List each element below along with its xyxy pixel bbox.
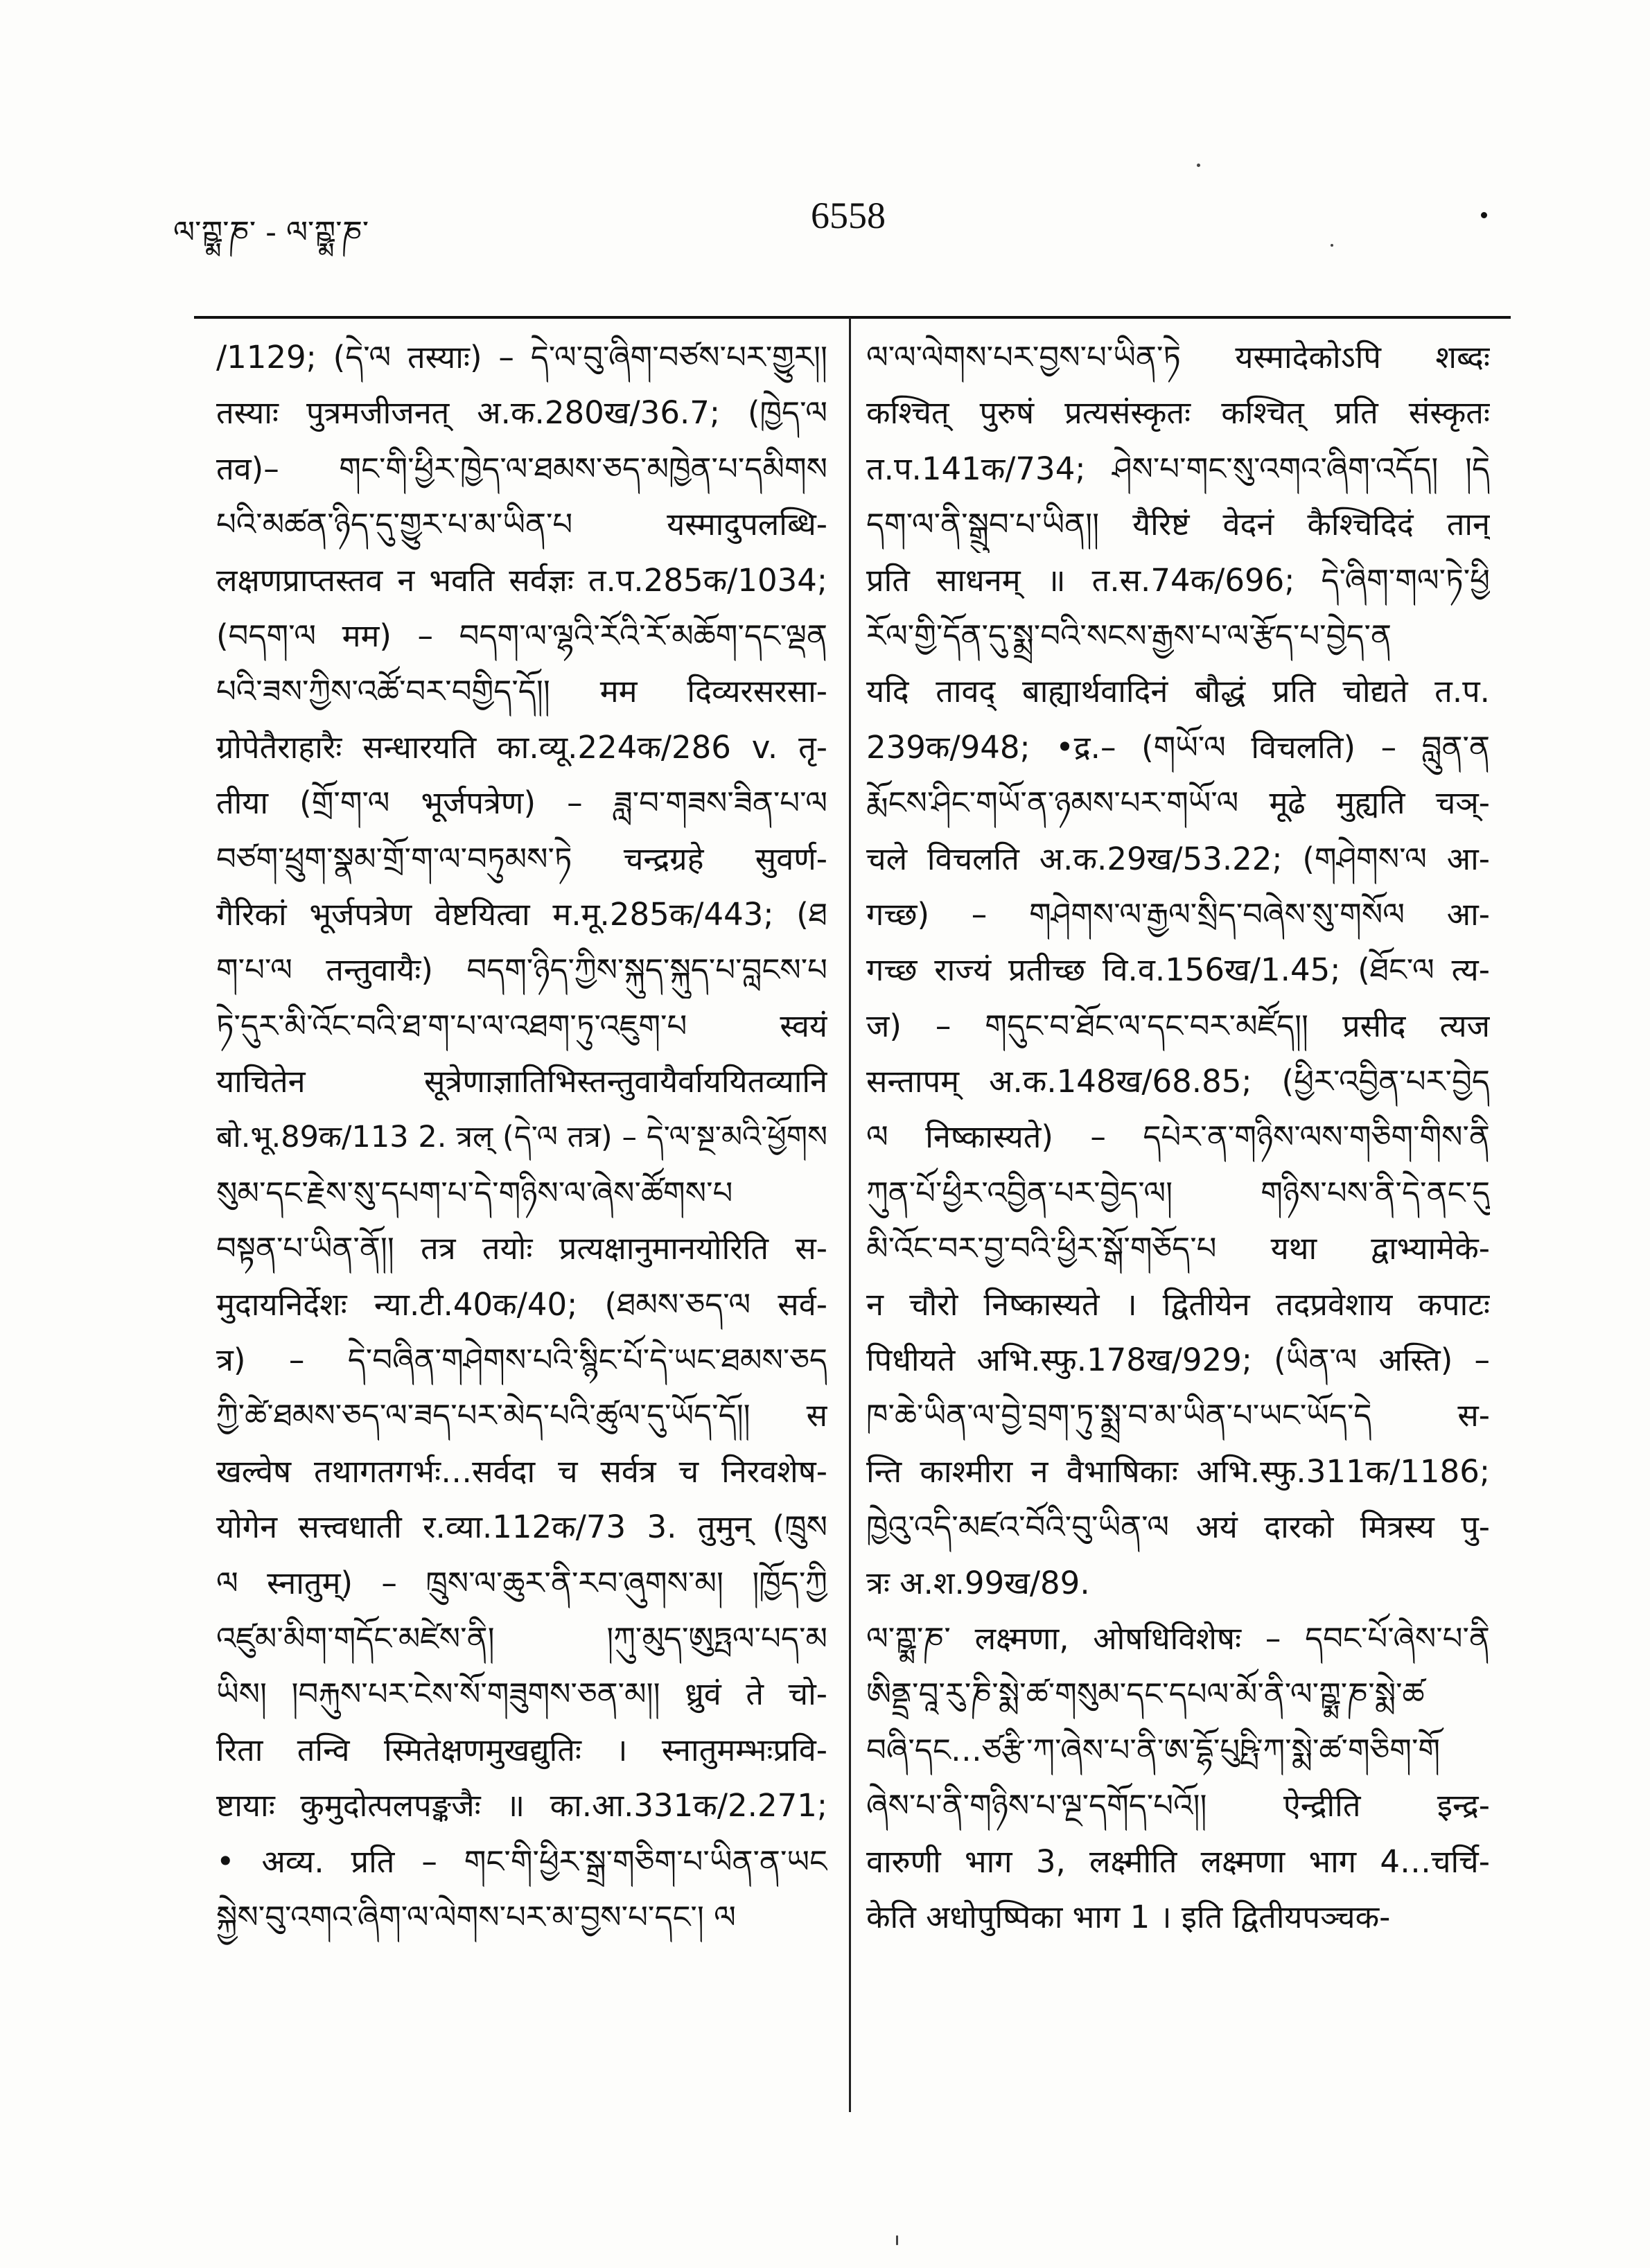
header-dot-mark xyxy=(1481,212,1487,218)
text-line: སུམ་དང་རྗེས་སུ་དཔག་པ་དེ་གཉིས་ལ་ཞེས་ཚོགས་པ xyxy=(216,1174,733,1211)
text-line: ལ་ལ་ལེགས་པར་བྱས་པ་ཡིན་ཏེ यस्मादेकोऽपि शब्दः xyxy=(866,339,1490,376)
text-line: ཁྱེའུ་འདི་མཛའ་བོའི་བུ་ཡིན་ལ अयं दारको मित्रस्य पु- xyxy=(866,1509,1490,1546)
text-line: བསྟན་པ་ཡིན་ནོ།། तत्र तयोः प्रत्यक्षानुमानयोरिति स- xyxy=(216,1230,827,1267)
text-line: केति अधोपुष्पिका भाग 1 । इति द्वितीयपञ्चक- xyxy=(866,1898,1391,1935)
text-line: पिधीयते अभि.स्फु.178ख/929; (ཡིན་ལ अस्ति) – xyxy=(866,1342,1490,1379)
text-line: याचितेन सूत्रेणाज्ञातिभिस्तन्तुवायैर्वाययितव्यानि xyxy=(216,1063,827,1100)
text-line: ལ स्नातुम्) – ཁྲུས་ལ་ཆུར་ནི་རབ་ཞུགས་མ། །ཁྱོད་ཀྱི xyxy=(216,1564,827,1601)
text-line: तव)– གང་གི་ཕྱིར་ཁྱེད་ལ་ཐམས་ཅད་མཁྱེན་པ་དམིགས xyxy=(216,450,827,487)
text-line: ཏེ་དུར་མི་འོང་བའི་ཐ་ག་པ་ལ་འཐག་ཏུ་འཇུག་པ स्वयं xyxy=(216,1007,827,1044)
text-line: वारुणी भाग 3, लक्ष्मीति लक्ष्मणा भाग 4…चर्चि- xyxy=(866,1843,1490,1880)
text-line: खल्वेष तथागतगर्भः…सर्वदा च सर्वत्र च निरवशेष- xyxy=(216,1452,827,1490)
text-line: प्रति साधनम् ॥ त.स.74क/696; དེ་ཞིག་གལ་ཏེ་ཕྱི xyxy=(866,561,1490,599)
text-line: ष्टायाः कुमुदोत्पलपङ्कजैः ॥ का.आ.331क/2.271; xyxy=(216,1787,827,1825)
text-line: कश्चित् पुरुषं प्रत्यसंस्कृतः कश्चित् प्रति संस्कृतः xyxy=(866,394,1490,432)
text-line: ཨིནྡྲ་བཱ་རུ་ཎི་སྨེ་ཚ་གསུམ་དང་དཔལ་མོ་ནི་ལ་ཀྵྨ་ཎ་སྨེ་ཚ xyxy=(866,1676,1425,1713)
scan-speck xyxy=(1331,244,1333,247)
text-line: गैरिकां भूर्जपत्रेण वेष्टयित्वा म.मू.285क/443; (ཐ xyxy=(216,895,827,933)
text-line: 239क/948; •द्र.– (གཡོ་ལ विचलति) – བླུན་ན xyxy=(866,728,1490,766)
text-line: བཙག་ཕྲུག་སྣམ་གྲོ་ག་ལ་བཏུམས་ཏེ चन्द्रग्रहे सुवर्ण- xyxy=(216,840,827,877)
text-line: गच्छ) – གཤེགས་ལ་རྒྱལ་སྲིད་བཞེས་སུ་གསོལ आ- xyxy=(866,895,1490,933)
text-line: त्र) – དེ་བཞིན་གཤེགས་པའི་སྙིང་པོ་དེ་ཡང་ཐམས་ཅད xyxy=(216,1342,827,1379)
text-line: सन्तापम् अ.क.148ख/68.85; (ཕྱིར་འབྱིན་པར་བྱེད xyxy=(866,1063,1490,1100)
text-line: འཛུམ་མིག་གདོང་མཛེས་ནི། །ཀུ་མུད་ཨུཏྤལ་པད་མ xyxy=(216,1619,827,1657)
text-line: རྨོངས་ཤིང་གཡོ་ན་ཉམས་པར་གཡོ་ལ मूढे मुह्यति चञ्- xyxy=(866,784,1490,822)
top-rule xyxy=(194,316,1511,319)
text-line: ཀྱི་ཚེ་ཐམས་ཅད་ལ་ཟད་པར་མེད་པའི་ཚུལ་དུ་ཡོད་དོ།། स xyxy=(216,1397,827,1434)
text-line: ग्रोपेतैराहारैः सन्धारयति का.व्यू.224क/286 v. तृ- xyxy=(216,728,827,766)
text-line: སྐྱེས་བུ་འགའ་ཞིག་ལ་ལེགས་པར་མ་བྱས་པ་དང་། ལ xyxy=(216,1898,736,1935)
text-line: लक्षणप्राप्तस्तव न भवति सर्वज्ञः त.प.285क/1034; xyxy=(216,561,827,599)
text-line: ཡིས། །བརྐུས་པར་ངེས་སོ་གཟུགས་ཅན་མ།། ध्रुवं ते चो- xyxy=(216,1676,827,1713)
text-line: ལ་ཀྵྨ་ཎ་ लक्ष्मणा, ओषधिविशेषः – དབང་པོ་ཞེས་པ་ནི xyxy=(866,1619,1490,1657)
text-line: योगेन सत्त्वधाती र.व्या.112क/73 3. तुमुन् (ཁྲུས xyxy=(216,1509,827,1546)
scan-speck xyxy=(896,2235,898,2245)
text-line: • अव्य. प्रति – གང་གི་ཕྱིར་སྒྲ་གཅིག་པ་ཡིན་ན་ཡང xyxy=(216,1843,827,1880)
text-line: ག་པ་ལ तन्तुवायैः) བདག་ཉིད་ཀྱིས་སྐུད་སྐུད་པ་བླངས་པ xyxy=(216,951,827,989)
scan-speck xyxy=(1197,164,1200,167)
text-line: त.प.141क/734; ཤེས་པ་གང་སུ་འགའ་ཞིག་འདོད། །དེ xyxy=(866,450,1490,487)
text-line: མི་འོང་བར་བྱ་བའི་ཕྱིར་སྒོ་གཅོད་པ यथा द्वाभ्यामेके- xyxy=(866,1230,1490,1267)
running-head: ལ་ཀྵྨ་ཎ་ - ལ་ཀྵྨ་ཎ་ xyxy=(173,215,369,250)
text-line: ཞེས་པ་ནི་གཉིས་པ་ལྔ་དགོད་པའོ།། ऐन्द्रीति इन्द्र- xyxy=(866,1787,1490,1825)
column-divider xyxy=(849,317,851,2112)
text-line: तस्याः पुत्रमजीजनत् अ.क.280ख/36.7; (ཁྱེད་ལ xyxy=(216,394,827,432)
text-line: मुदायनिर्देशः न्या.टी.40क/40; (ཐམས་ཅད་ལ सर्व- xyxy=(216,1285,827,1323)
text-line: रिता तन्वि स्मितेक्षणमुखद्युतिः । स्नातुमम्भःप्रवि- xyxy=(216,1731,827,1768)
text-line: ཁ་ཆེ་ཡིན་ལ་བྱེ་བྲག་ཏུ་སྨྲ་བ་མ་ཡིན་པ་ཡང་ཡོད་དེ स- xyxy=(866,1397,1490,1434)
text-line: /1129; (དེ་ལ तस्याः) – དེ་ལ་བུ་ཞིག་བཙས་པར་གྱུར།། xyxy=(216,339,827,376)
page-number: 6558 xyxy=(811,195,886,236)
text-line: བཞི་དང…ཙརྩི་ཀ་ཞེས་པ་ནི་ཨ་དྷོ་པུཥྤི་ཀ་སྨེ་ཚ་གཅིག་གོ xyxy=(866,1731,1441,1768)
text-line: (བདག་ལ मम) – བདག་ལ་ལྷའི་རོའི་རོ་མཆོག་དང་ལྡན xyxy=(216,617,827,654)
text-line: चले विचलति अ.क.29ख/53.22; (གཤེགས་ལ आ- xyxy=(866,840,1490,877)
text-line: न चौरो निष्कास्यते । द्वितीयेन तदप्रवेशाय कपाटः xyxy=(866,1285,1490,1323)
page-header xyxy=(166,194,1504,249)
text-line: तीया (གྲོ་ག་ལ भूर्जपत्रेण) – ཟླ་བ་གཟས་ཟིན་པ་ལ xyxy=(216,784,827,822)
text-line: ज) – གདུང་བ་ཐོང་ལ་དང་བར་མཛོད།། प्रसीद त्यज xyxy=(866,1007,1490,1044)
text-line: ཀུན་པོ་ཕྱིར་འབྱིན་པར་བྱེད་ལ། གཉིས་པས་ནི་དེ་ནང་དུ xyxy=(866,1174,1490,1211)
text-line: པའི་མཚན་ཉིད་དུ་གྱུར་པ་མ་ཡིན་པ यस्मादुपलब्धि- xyxy=(216,506,827,543)
text-line: यदि तावद् बाह्यार्थवादिनं बौद्धं प्रति चोद्यते त.प. xyxy=(866,673,1490,710)
text-line: ལ निष्कास्यते) – དཔེར་ན་གཉིས་ལས་གཅིག་གིས་ནི xyxy=(866,1118,1490,1156)
text-line: न्ति काश्मीरा न वैभाषिकाः अभि.स्फु.311क/1186; xyxy=(866,1452,1490,1490)
text-line: बो.भू.89क/113 2. त्रल् (དེ་ལ तत्र) – དེ་ལ་སྔ་མའི་ཕྱོགས xyxy=(216,1120,827,1155)
left-column xyxy=(216,330,827,1945)
right-column xyxy=(866,330,1490,1945)
text-line: པའི་ཟས་ཀྱིས་འཚོ་བར་བགྱིད་དོ།། मम दिव्यरसरसा- xyxy=(216,673,827,710)
text-line: त्रः अ.श.99ख/89. xyxy=(866,1564,1090,1601)
text-line: རོལ་གྱི་དོན་དུ་སྨྲ་བའི་སངས་རྒྱས་པ་ལ་རྩོད་པ་བྱེད་ན xyxy=(866,617,1392,654)
text-line: गच्छ राज्यं प्रतीच्छ वि.व.156ख/1.45; (ཐོང་ལ त्य- xyxy=(866,951,1490,989)
text-line: དག་ལ་ནི་སྒྲུབ་པ་ཡིན།། यैरिष्टं वेदनं कैश्चिदिदं तान् xyxy=(866,506,1490,543)
